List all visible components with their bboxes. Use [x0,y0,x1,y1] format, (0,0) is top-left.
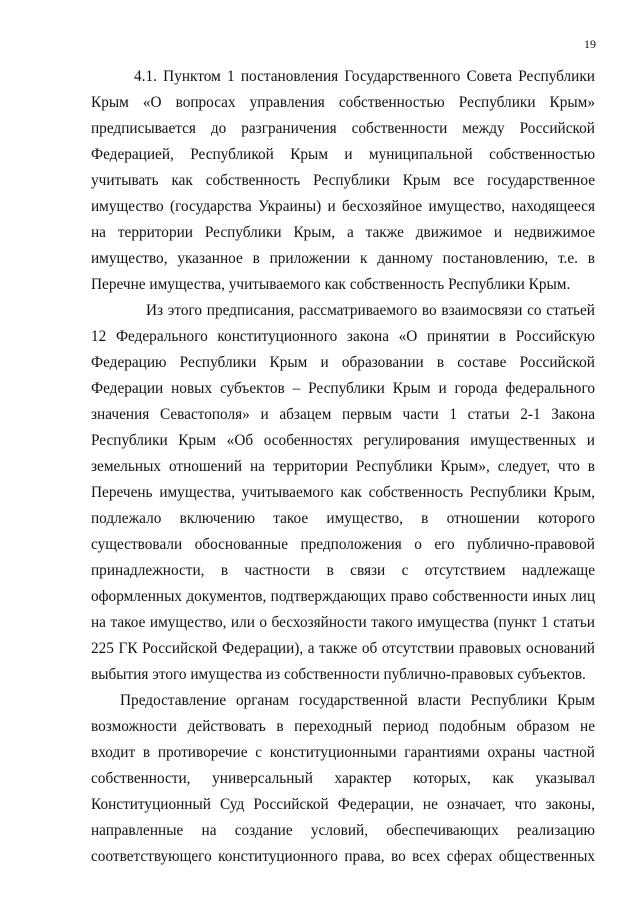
document-body [91,64,595,870]
paragraph-transitional-period: Предоставление органам государственной власти Республики Крым возможности действовать в переходный период подобным образом не входит в противоречие с конституционными гарантиями охраны частной собственности, универсальный характер которых, как указывал Конституционный Суд Российской Федерации, не означает, что законы, направленные на создание условий, обеспечивающих реализацию соответствующего конституционного права, во всех сферах общественных [91,692,595,865]
paragraph-interpretation: Из этого предписания, рассматриваемого во взаимосвязи со статьей 12 Федерального конституционного закона «О принятии в Российскую Федерацию Республики Крым и образовании в составе Российской Федерации новых субъектов – Республики Крым и города федерального значения Севастополя» и абзацем первым части 1 статьи 2-1 Закона Республики Крым «Об особенностях регулирования имущественных и земельных отношений на территории Республики Крым», следует, что в Перечень имущества, учитываемого как собственность Республики Крым, подлежало включению такое имущество, в отношении которого существовали обоснованные предположения о его публично-правовой принадлежности, в частности в связи с отсутствием надлежаще оформленных документов, подтверждающих право собственности иных лиц на такое имущество, или о бесхозяйности такого имущества (пункт 1 статьи 225 ГК Российской Федерации), а также об отсутствии правовых оснований выбытия этого имущества из собственности публично-правовых субъектов. [91,302,595,683]
page-number: 19 [584,37,596,51]
paragraph-4-1: 4.1. Пунктом 1 постановления Государственного Совета Республики Крым «О вопросах управления собственностью Республики Крым» предписывается до разграничения собственности между Российской Федерацией, Республикой Крым и муниципальной собственностью учитывать как собственность Республики Крым все государственное имущество (государства Украины) и бесхозяйное имущество, находящееся на территории Республики Крым, а также движимое и недвижимое имущество, указанное в приложении к данному постановлению, т.е. в Перечне имущества, учитываемого как собственность Республики Крым. [91,68,595,293]
